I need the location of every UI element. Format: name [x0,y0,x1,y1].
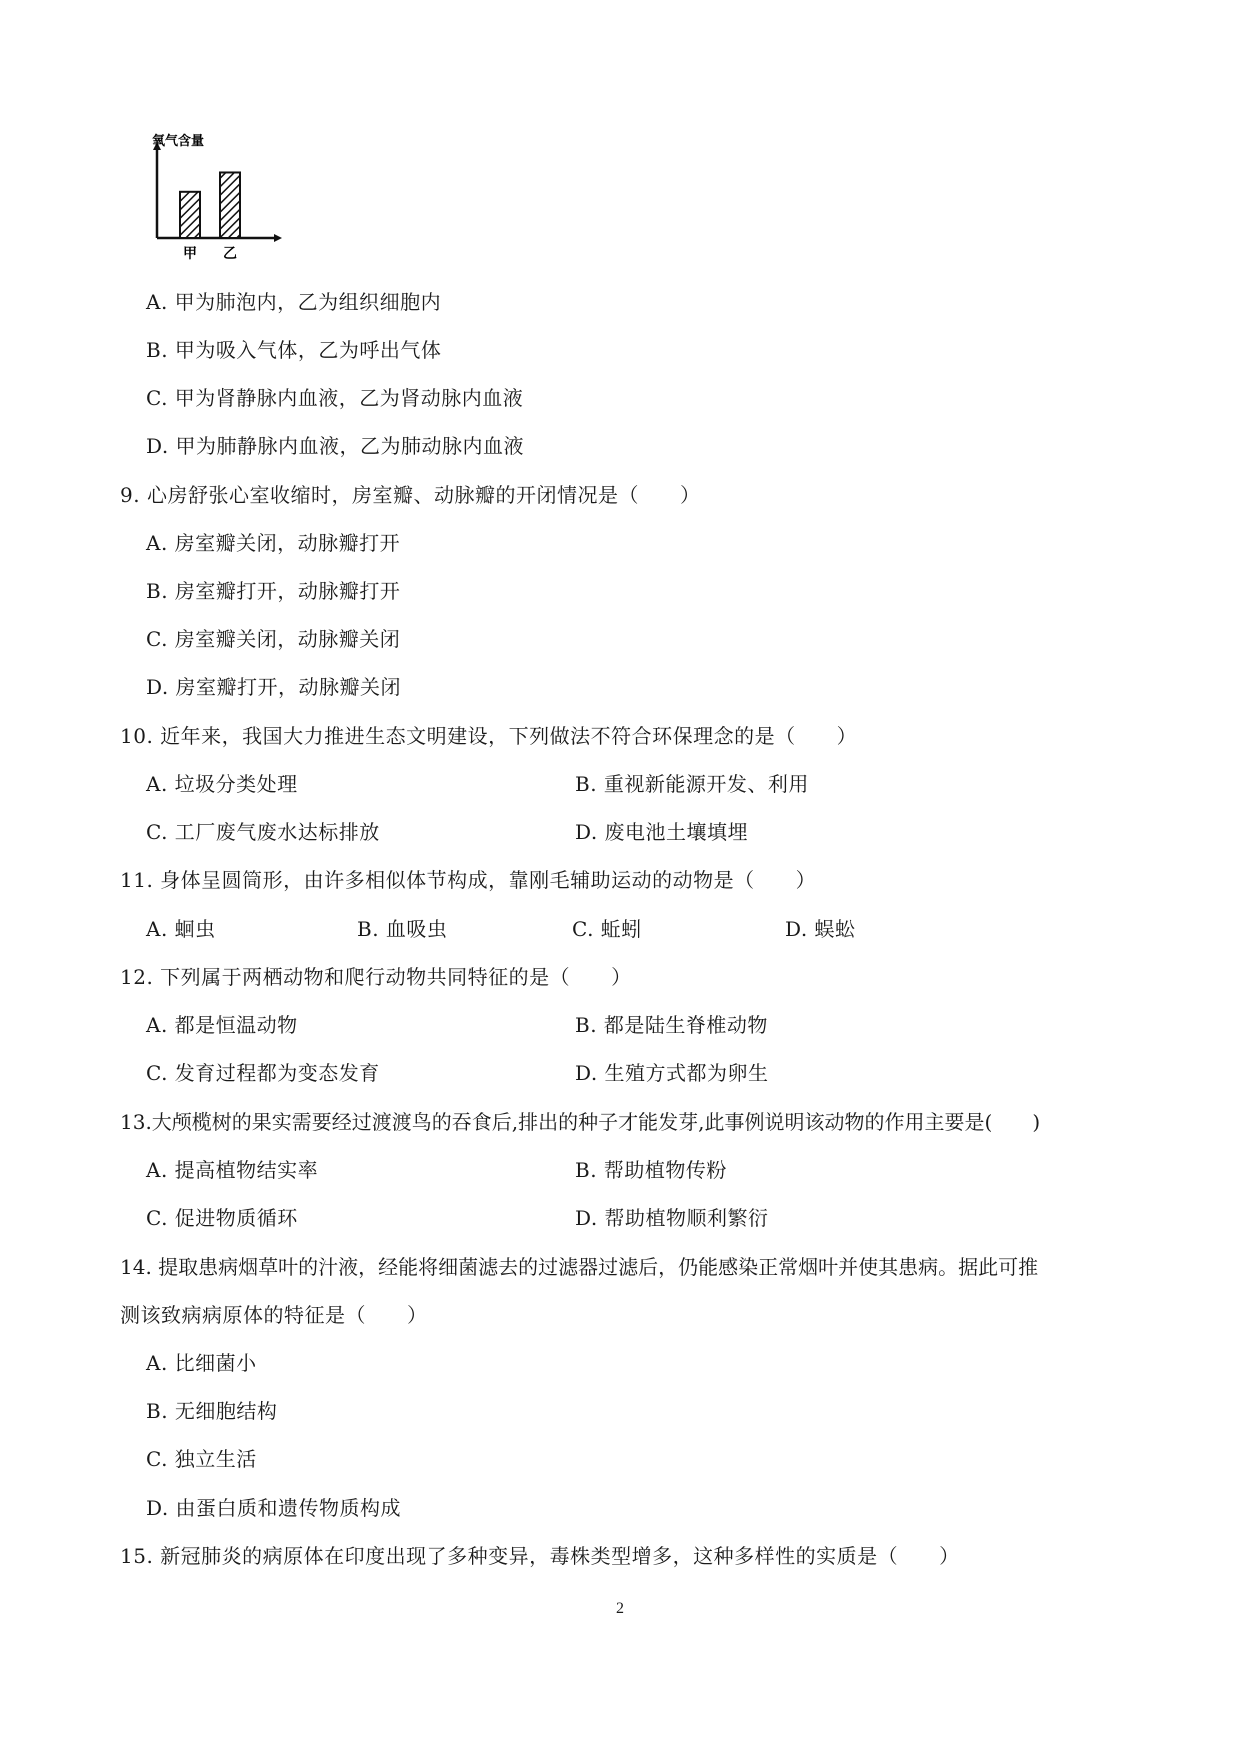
y-axis-label: 氧气含量 [152,134,205,149]
q13-stem: 13.大颅榄树的果实需要经过渡渡鸟的吞食后,排出的种子才能发芽,此事例说明该动物的作用主要是( ) [120,1110,1041,1134]
q10-stem: 10. 近年来，我国大力推进生态文明建设，下列做法不符合环保理念的是（ ） [120,724,858,748]
q14-option-b: B. 无细胞结构 [146,1399,278,1423]
q13-option-b: B. 帮助植物传粉 [575,1158,727,1182]
x-axis-arrow [274,234,282,242]
q9-option-b: B. 房室瓣打开，动脉瓣打开 [146,579,401,603]
q8-option-d: D. 甲为肺静脉内血液，乙为肺动脉内血液 [146,434,525,458]
q9-stem: 9. 心房舒张心室收缩时，房室瓣、动脉瓣的开闭情况是（ ） [120,483,701,507]
q14-option-a: A. 比细菌小 [146,1351,257,1375]
q11-option-b: B. 血吸虫 [357,917,448,941]
oxygen-content-bar-chart [140,130,290,265]
q11-option-c: C. 蚯蚓 [572,917,642,941]
q9-option-c: C. 房室瓣关闭，动脉瓣关闭 [146,627,401,651]
q14-stem-line-2: 测该致病病原体的特征是（ ） [120,1303,428,1327]
page-number: 2 [616,1600,624,1617]
q12-stem: 12. 下列属于两栖动物和爬行动物共同特征的是（ ） [120,965,632,989]
q10-option-d: D. 废电池土壤填埋 [575,820,749,844]
bar-1 [180,192,200,238]
q11-stem: 11. 身体呈圆筒形，由许多相似体节构成，靠刚毛辅助运动的动物是（ ） [120,868,817,892]
x-tick-label: 甲 [183,246,197,262]
bar-2 [220,172,240,238]
q13-option-d: D. 帮助植物顺利繁衍 [575,1206,769,1230]
q10-option-a: A. 垃圾分类处理 [146,772,298,796]
x-tick-label: 乙 [223,246,237,262]
q9-option-d: D. 房室瓣打开，动脉瓣关闭 [146,675,402,699]
q10-option-c: C. 工厂废气废水达标排放 [146,820,380,844]
q12-option-c: C. 发育过程都为变态发育 [146,1061,380,1085]
q13-option-c: C. 促进物质循环 [146,1206,298,1230]
q12-option-d: D. 生殖方式都为卵生 [575,1061,769,1085]
q14-stem-line-1: 14. 提取患病烟草叶的汁液，经能将细菌滤去的过滤器过滤后，仍能感染正常烟叶并使其患病。据此可推 [120,1255,1039,1279]
q13-option-a: A. 提高植物结实率 [146,1158,319,1182]
q15-stem: 15. 新冠肺炎的病原体在印度出现了多种变异，毒株类型增多，这种多样性的实质是（ ） [120,1544,960,1568]
chart-axes [153,142,282,242]
q11-option-a: A. 蛔虫 [146,917,216,941]
q8-option-a: A. 甲为肺泡内，乙为组织细胞内 [146,290,442,314]
q12-option-a: A. 都是恒温动物 [146,1013,298,1037]
q11-option-d: D. 蜈蚣 [785,917,856,941]
q10-option-b: B. 重视新能源开发、利用 [575,772,809,796]
q9-option-a: A. 房室瓣关闭，动脉瓣打开 [146,531,401,555]
q14-option-c: C. 独立生活 [146,1447,257,1471]
q12-option-b: B. 都是陆生脊椎动物 [575,1013,768,1037]
q14-option-d: D. 由蛋白质和遗传物质构成 [146,1496,402,1520]
q8-option-c: C. 甲为肾静脉内血液，乙为肾动脉内血液 [146,386,524,410]
q8-option-b: B. 甲为吸入气体，乙为呼出气体 [146,338,442,362]
